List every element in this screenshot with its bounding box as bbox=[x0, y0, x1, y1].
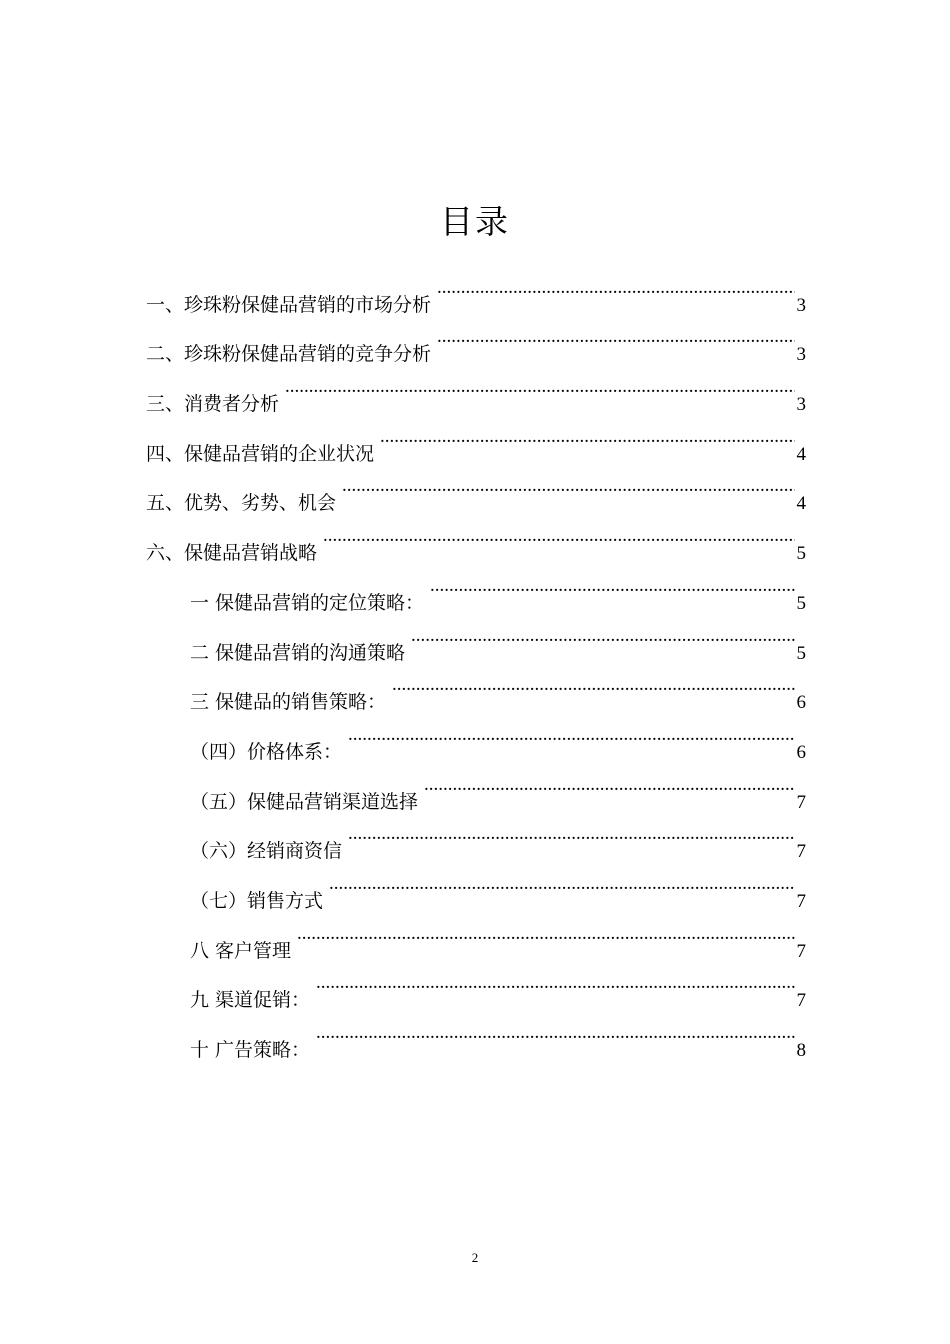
toc-dot-leader bbox=[411, 609, 794, 659]
toc-entry-page: 4 bbox=[796, 443, 806, 465]
toc-entry-text: 九 渠道促销： bbox=[190, 989, 311, 1012]
toc-entry-text: 一、珍珠粉保健品营销的市场分析 bbox=[146, 293, 432, 316]
toc-entry-text: 八 客户管理 bbox=[190, 939, 292, 962]
toc-entry-page: 5 bbox=[796, 543, 806, 565]
toc-entry-page: 6 bbox=[796, 692, 806, 714]
toc-dot-leader bbox=[316, 1006, 794, 1056]
toc-entry-page: 7 bbox=[796, 791, 806, 813]
toc-entry-text: （四）价格体系： bbox=[190, 740, 343, 763]
toc-entry-page: 3 bbox=[796, 344, 806, 366]
page-number: 2 bbox=[471, 1250, 479, 1265]
toc-entry-page: 3 bbox=[796, 294, 806, 316]
toc-dot-leader bbox=[323, 509, 794, 559]
toc-entry-text: （五）保健品营销渠道选择 bbox=[190, 790, 419, 813]
toc-dot-leader bbox=[392, 659, 794, 709]
toc-entry-page: 7 bbox=[796, 890, 806, 912]
toc-entry-page: 8 bbox=[796, 1040, 806, 1061]
toc-entry-page: 7 bbox=[796, 940, 806, 962]
toc-entry-text: 十 广告策略： bbox=[190, 1039, 311, 1061]
toc-dot-leader bbox=[342, 460, 794, 510]
toc-entry-page: 5 bbox=[796, 642, 806, 664]
toc-dot-leader bbox=[437, 311, 794, 361]
toc-entry-text: 二 保健品营销的沟通策略 bbox=[190, 641, 406, 664]
toc-entry-text: 一 保健品营销的定位策略： bbox=[190, 591, 425, 614]
toc-dot-leader bbox=[297, 907, 794, 957]
table-of-contents bbox=[146, 261, 806, 1061]
toc-dot-leader bbox=[437, 261, 794, 311]
toc-entry-text: 六、保健品营销战略 bbox=[146, 542, 318, 565]
toc-dot-leader bbox=[348, 708, 794, 758]
toc-entry-page: 7 bbox=[796, 990, 806, 1012]
toc-entry[interactable] bbox=[146, 261, 806, 316]
toc-entry-page: 7 bbox=[796, 841, 806, 863]
toc-entry-text: 三 保健品的销售策略： bbox=[190, 691, 387, 714]
toc-dot-leader bbox=[380, 410, 794, 460]
toc-entry-text: （六）经销商资信 bbox=[190, 840, 343, 863]
toc-entry-page: 6 bbox=[796, 741, 806, 763]
toc-entry-text: 五、优势、劣势、机会 bbox=[146, 492, 337, 515]
toc-entry-page: 5 bbox=[796, 592, 806, 614]
toc-entry-text: 四、保健品营销的企业状况 bbox=[146, 442, 375, 465]
toc-dot-leader bbox=[430, 559, 794, 609]
toc-entry-page: 3 bbox=[796, 394, 806, 416]
toc-entry-page: 4 bbox=[796, 493, 806, 515]
toc-dot-leader bbox=[285, 360, 794, 410]
toc-entry-text: 二、珍珠粉保健品营销的竞争分析 bbox=[146, 343, 432, 366]
page-title: 目录 bbox=[440, 202, 510, 241]
toc-dot-leader bbox=[316, 957, 794, 1007]
toc-entry-text: 三、消费者分析 bbox=[146, 393, 280, 416]
toc-dot-leader bbox=[348, 808, 794, 858]
toc-dot-leader bbox=[329, 857, 794, 907]
toc-entry-text: （七）销售方式 bbox=[190, 889, 324, 912]
toc-dot-leader bbox=[424, 758, 794, 808]
